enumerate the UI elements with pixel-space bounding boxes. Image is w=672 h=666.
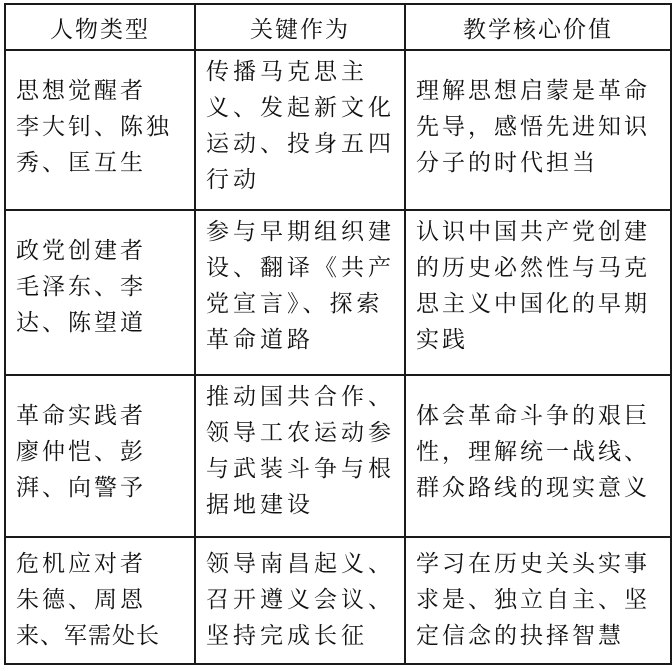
cell-line: 达、陈望道 xyxy=(16,310,146,336)
cell-line: 李大钊、陈独 xyxy=(16,114,172,140)
table-row xyxy=(5,210,671,375)
header-row xyxy=(5,4,671,50)
cell-line: 来、军需处长 xyxy=(16,623,160,649)
cell-line: 实践 xyxy=(416,327,468,353)
cell-teaching-value xyxy=(405,50,671,210)
cell-line: 分子的时代担当 xyxy=(416,150,598,176)
cell-key-actions xyxy=(195,375,405,537)
cell-line: 推动国共合作、 xyxy=(206,384,395,410)
cell-line: 义、发起新文化 xyxy=(206,95,395,121)
cell-line: 定信念的抉择智慧 xyxy=(416,623,624,649)
cell-person-type xyxy=(5,375,195,537)
cell-line: 体会革命斗争的艰巨 xyxy=(416,403,650,429)
cell-line: 朱德、周恩 xyxy=(16,587,146,613)
cell-line: 廖仲恺、彭 xyxy=(16,439,146,465)
cell-line: 行动 xyxy=(206,167,260,193)
cell-line: 参与早期组织建 xyxy=(206,219,395,245)
cell-line: 坚持完成长征 xyxy=(206,623,368,649)
cell-line: 学习在历史关头实事 xyxy=(416,551,650,577)
cell-line: 运动、投身五四 xyxy=(206,131,395,157)
cell-line: 革命实践者 xyxy=(16,403,146,429)
cell-line: 性，理解统一战线、 xyxy=(416,439,650,465)
content-table xyxy=(4,3,672,665)
table-row xyxy=(5,375,671,537)
table-row xyxy=(5,537,671,664)
cell-line: 传播马克思主 xyxy=(206,59,368,85)
header-key-actions: 关键作为 xyxy=(195,4,405,50)
cell-line: 危机应对者 xyxy=(16,551,146,577)
cell-line: 毛泽东、李 xyxy=(16,274,146,300)
cell-line: 先导，感悟先进知识 xyxy=(416,114,650,140)
cell-key-actions xyxy=(195,50,405,210)
cell-line: 理解思想启蒙是革命 xyxy=(416,78,650,104)
cell-line: 革命道路 xyxy=(206,327,314,353)
cell-line: 设、翻译《共产 xyxy=(206,255,395,281)
cell-line: 湃、向警予 xyxy=(16,475,146,501)
cell-line: 领导南昌起义、 xyxy=(206,551,395,577)
table-row xyxy=(5,50,671,210)
cell-line: 秀、匡互生 xyxy=(16,150,146,176)
cell-line: 求是、独立自主、坚 xyxy=(416,587,650,613)
cell-line: 思主义中国化的早期 xyxy=(416,291,650,317)
cell-line: 思想觉醒者 xyxy=(16,78,146,104)
cell-person-type xyxy=(5,537,195,664)
cell-person-type xyxy=(5,210,195,375)
cell-line: 召开遵义会议、 xyxy=(206,587,395,613)
cell-line: 的历史必然性与马克 xyxy=(416,255,650,281)
cell-line: 党宣言》、探索 xyxy=(206,291,384,317)
cell-teaching-value xyxy=(405,375,671,537)
cell-person-type xyxy=(5,50,195,210)
cell-line: 认识中国共产党创建 xyxy=(416,219,650,245)
cell-line: 领导工农运动参 xyxy=(206,420,395,446)
cell-key-actions xyxy=(195,537,405,664)
cell-key-actions xyxy=(195,210,405,375)
cell-teaching-value xyxy=(405,537,671,664)
header-person-type: 人物类型 xyxy=(5,4,195,50)
cell-line: 群众路线的现实意义 xyxy=(416,475,650,501)
cell-teaching-value xyxy=(405,210,671,375)
header-teaching-value: 教学核心价值 xyxy=(405,4,671,50)
cell-line: 与武装斗争与根 xyxy=(206,456,395,482)
cell-line: 政党创建者 xyxy=(16,238,146,264)
cell-line: 据地建设 xyxy=(206,492,314,518)
